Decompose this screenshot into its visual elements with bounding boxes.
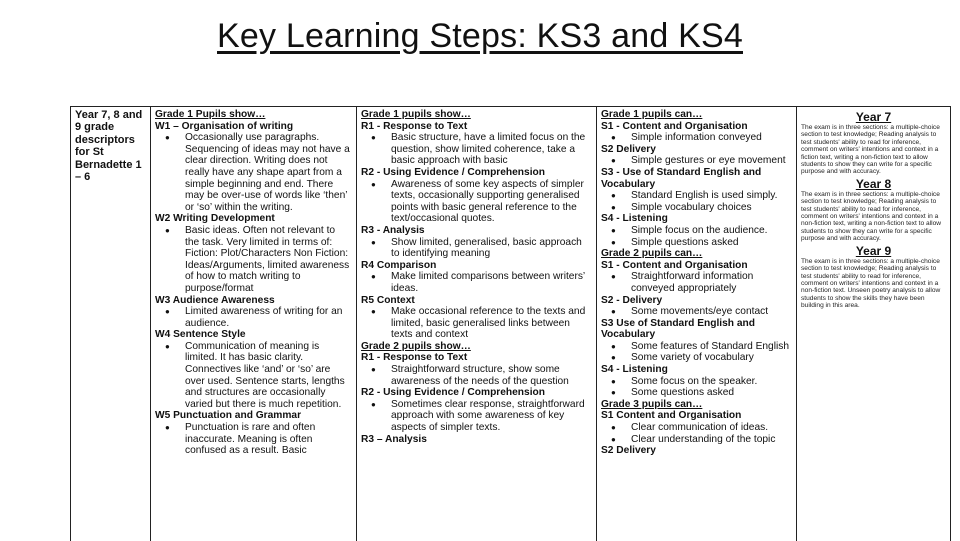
section-title: R2 - Using Evidence / Comprehension xyxy=(361,166,545,178)
year-label: Year 7 xyxy=(855,110,892,124)
writing-sections xyxy=(155,121,352,457)
bullet-item: ● Straightforward information conveyed appropriately xyxy=(631,271,792,294)
writing-heading: Grade 1 Pupils show… xyxy=(155,109,266,120)
bullet-list xyxy=(361,179,592,225)
bullet-item: ● Limited awareness of writing for an audience. xyxy=(185,306,352,329)
bullet-item: ● Some focus on the speaker. xyxy=(631,376,792,388)
bullet-list xyxy=(361,271,592,294)
bullet-list xyxy=(601,155,792,167)
bullet-list xyxy=(155,132,352,213)
bullet-item: ● Make occasional reference to the texts and limited, basic generalised links between texts and context xyxy=(391,306,592,341)
bullet-list xyxy=(155,422,352,457)
bullet-item: ● Simple information conveyed xyxy=(631,132,792,144)
section-title: S3 Use of Standard English and Vocabulary xyxy=(601,317,755,341)
bullet-item: ● Some features of Standard English xyxy=(631,341,792,353)
bullet-item: ● Straightforward structure, show some awareness of the needs of the question xyxy=(391,364,592,387)
bullet-item: ● Simple questions asked xyxy=(631,237,792,249)
section-title: R1 - Response to Text xyxy=(361,352,468,364)
learning-steps-table xyxy=(70,106,951,541)
bullet-item: ● Basic structure, have a limited focus on the question, show limited coherence, take a basic approach with basic xyxy=(391,132,592,167)
section-title: R4 Comparison xyxy=(361,259,437,271)
column-descriptor xyxy=(71,107,151,541)
section-title: W1 – Organisation of writing xyxy=(155,120,294,132)
bullet-list xyxy=(361,306,592,341)
section-title: S1 Content and Organisation xyxy=(601,410,742,422)
section-title: R3 - Analysis xyxy=(361,224,425,236)
bullet-list xyxy=(601,225,792,248)
section-title: S1 - Content and Organisation xyxy=(601,120,748,132)
section-title: W5 Punctuation and Grammar xyxy=(155,410,302,422)
section-title: S3 - Use of Standard English and Vocabulary xyxy=(601,166,762,190)
section-title: S2 - Delivery xyxy=(601,294,663,306)
bullet-list xyxy=(361,132,592,167)
bullet-item: ● Some questions asked xyxy=(631,387,792,399)
section-title: R1 - Response to Text xyxy=(361,120,468,132)
speaking-sections-grade3 xyxy=(601,410,792,456)
bullet-item: ● Occasionally use paragraphs. Sequencing of ideas may not have a clear direction. Writing does not really have any shape apart from a simple beginning and end. There may be over-use of words like ‘then’ or ‘so’ within the writing. xyxy=(185,132,352,213)
section-title: R3 – Analysis xyxy=(361,433,427,445)
bullet-item: ● Simple focus on the audience. xyxy=(631,225,792,237)
section-title: S4 - Listening xyxy=(601,364,668,376)
section-title: R5 Context xyxy=(361,294,415,306)
section-title: R2 - Using Evidence / Comprehension xyxy=(361,387,545,399)
reading-heading: Grade 1 pupils show… xyxy=(361,109,471,120)
bullet-list xyxy=(601,376,792,399)
bullet-item: ● Awareness of some key aspects of simpler texts, occasionally supporting generalised points with basic general reference to the text/occasional quotes. xyxy=(391,179,592,225)
bullet-item: ● Make limited comparisons between writers’ ideas. xyxy=(391,271,592,294)
descriptor-text: Year 7, 8 and 9 grade descriptors for St Bernadette 1 – 6 xyxy=(75,109,143,184)
bullet-item: ● Simple vocabulary choices xyxy=(631,202,792,214)
section-title: S2 Delivery xyxy=(601,445,656,457)
bullet-list xyxy=(601,190,792,213)
bullet-item: ● Clear understanding of the topic xyxy=(631,434,792,446)
section-title: W3 Audience Awareness xyxy=(155,294,275,306)
bullet-item: ● Basic ideas. Often not relevant to the task. Very limited in terms of: Fiction: Plot/Characters Non Fiction: Ideas/Arguments, limited awareness of how to match writing to purpose/format xyxy=(185,225,352,295)
column-speaking xyxy=(597,107,797,541)
bullet-item: ● Sometimes clear response, straightforward approach with some awareness of key aspects of simpler texts. xyxy=(391,399,592,434)
bullet-list xyxy=(361,237,592,260)
bullet-list xyxy=(601,306,792,318)
speaking-heading: Grade 1 pupils can… xyxy=(601,109,703,120)
bullet-item: ● Clear communication of ideas. xyxy=(631,422,792,434)
bullet-item: ● Some variety of vocabulary xyxy=(631,352,792,364)
bullet-list xyxy=(361,364,592,387)
bullet-item: ● Show limited, generalised, basic approach to identifying meaning xyxy=(391,237,592,260)
column-exams xyxy=(797,107,950,541)
bullet-item: ● Communication of meaning is limited. It has basic clarity. Connectives like ‘and’ or ‘so’ are over used. Sentence starts, lengths and structures are occasionally varied but there is much repetition. xyxy=(185,341,352,411)
bullet-item: ● Punctuation is rare and often inaccurate. Meaning is often confused as a result. Basic xyxy=(185,422,352,457)
bullet-list xyxy=(601,132,792,144)
reading-sections xyxy=(361,121,592,341)
bullet-list xyxy=(155,225,352,295)
bullet-list xyxy=(601,341,792,364)
bullet-item: ● Some movements/eye contact xyxy=(631,306,792,318)
year-label: Year 8 xyxy=(855,176,892,191)
section-title: S2 Delivery xyxy=(601,143,656,155)
column-writing xyxy=(151,107,357,541)
page-title: Key Learning Steps: KS3 and KS4 xyxy=(217,17,743,55)
bullet-list xyxy=(155,341,352,411)
speaking-sections xyxy=(601,121,792,249)
year-exam-description: The exam is in three sections: a multiple-choice section to test knowledge; Reading analysis to test students' ability to read for inference, comment on writers' intentions and context in a fiction text, writing a non-fiction text to allow students to show they can write for a specific purpose and with accuracy. xyxy=(801,124,940,176)
year-exam-description: The exam is in three sections: a multiple-choice section to test knowledge; Reading analysis to test students' ability to read for inference, comment on writers' intentions and context in a non-fiction text. Unseen poetry analysis to allow students to show the skills they have been building in this area. xyxy=(801,257,941,310)
year-exam-description: The exam is in three sections: a multiple-choice section to test knowledge; Reading analysis to test students' ability to read for inference, comment on writers' intentions and context in a non-fiction text, writing a non-fiction text to allow students to show they can write for a specific purpose and with accuracy. xyxy=(801,190,942,243)
speaking-sections-grade2 xyxy=(601,260,792,399)
bullet-list xyxy=(601,422,792,445)
exam-years xyxy=(801,111,946,310)
section-title: S1 - Content and Organisation xyxy=(601,259,748,271)
bullet-item: ● Standard English is used simply. xyxy=(631,190,792,202)
bullet-list xyxy=(361,399,592,434)
bullet-list xyxy=(601,271,792,294)
reading-sections-grade2 xyxy=(361,352,592,445)
section-title: W2 Writing Development xyxy=(155,213,275,225)
bullet-list xyxy=(155,306,352,329)
column-reading xyxy=(357,107,597,541)
year-label: Year 9 xyxy=(855,243,892,258)
reading-heading-grade2: Grade 2 pupils show… xyxy=(361,340,471,352)
speaking-heading-grade2: Grade 2 pupils can… xyxy=(601,248,703,260)
section-title: S4 - Listening xyxy=(601,213,668,225)
bullet-item: ● Simple gestures or eye movement xyxy=(631,155,792,167)
section-title: W4 Sentence Style xyxy=(155,329,246,341)
speaking-heading-grade3: Grade 3 pupils can… xyxy=(601,398,703,410)
